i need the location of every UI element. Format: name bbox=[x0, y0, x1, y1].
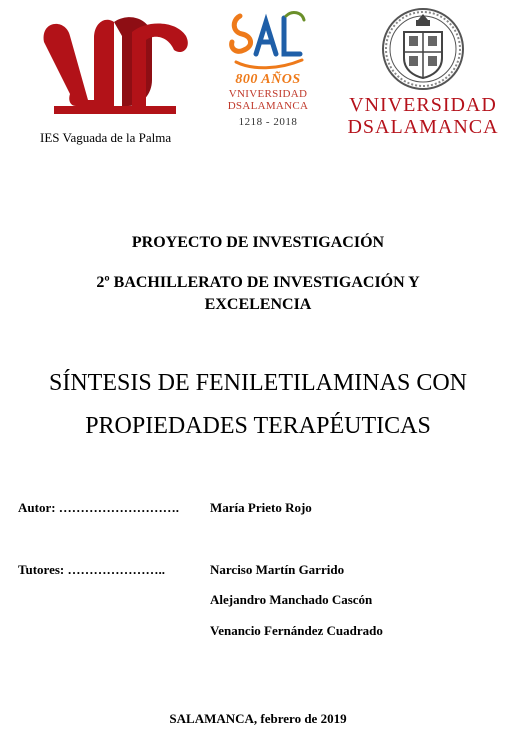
centenary-university-line1: VNIVERSIDAD bbox=[228, 88, 308, 100]
centenary-university-line2: DSALAMANCA bbox=[227, 100, 309, 112]
project-type-heading: PROYECTO DE INVESTIGACIÓN bbox=[131, 234, 385, 251]
usal-wordmark-line2: DSALAMANCA bbox=[347, 116, 499, 138]
logo-bar bbox=[0, 0, 516, 160]
centenary-years-label: 800 AÑOS bbox=[235, 72, 301, 87]
author-label: Autor: ………………………. bbox=[18, 500, 180, 515]
centenary-year-range: 1218 - 2018 bbox=[238, 116, 298, 128]
centenary-emblem-icon bbox=[226, 10, 310, 76]
place-date-footer: SALAMANCA, febrero de 2019 bbox=[169, 711, 347, 726]
ies-logo bbox=[36, 14, 192, 154]
ies-emblem-icon bbox=[36, 14, 192, 126]
tutors-row bbox=[18, 562, 208, 578]
usal-wordmark-line1: VNIVERSIDAD bbox=[349, 94, 497, 116]
document-title: SÍNTESIS DE FENILETILAMINAS CON PROPIEDADES TERAPÉUTICAS bbox=[49, 370, 467, 439]
usal-logo bbox=[338, 8, 508, 148]
author-row bbox=[18, 500, 208, 516]
tutors-label: Tutores: ………………….. bbox=[18, 562, 165, 577]
tutor-name: Venancio Fernández Cuadrado bbox=[210, 623, 383, 638]
tutor-name: Narciso Martín Garrido bbox=[210, 562, 345, 577]
author-name: María Prieto Rojo bbox=[210, 500, 312, 515]
centenary-logo bbox=[220, 10, 316, 150]
ies-caption: IES Vaguada de la Palma bbox=[40, 130, 172, 145]
university-seal-icon bbox=[380, 8, 466, 90]
program-heading: 2º BACHILLERATO DE INVESTIGACIÓN Y EXCELENCIA bbox=[96, 274, 420, 313]
tutor-name: Alejandro Manchado Cascón bbox=[210, 592, 373, 607]
